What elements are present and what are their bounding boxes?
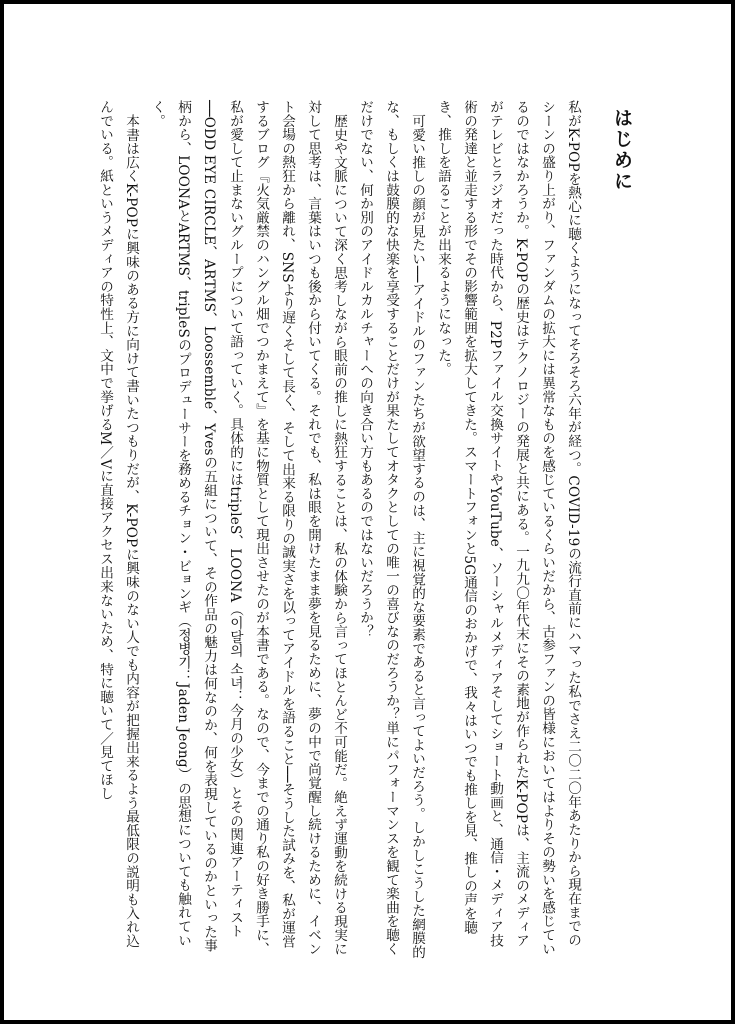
body-paragraph: 可愛い推しの顔が見たい──アイドルのファンたちが欲望するのは、主に視覚的な要素であると言ってよいだろう。しかしこうした網膜的な、もしくは鼓膜的な快楽を享受することだけが果たしてオタクとしての唯一の喜びなのだろうか？単にパフォーマンスを観て楽曲を聴くだけでない、何か別のアイドルカルチャーへの向き合い方もあるのではないだろうか？: [357, 100, 425, 959]
vertical-text-block: [92, 100, 631, 960]
chapter-title: はじめに: [611, 108, 633, 192]
document-page: [4, 4, 731, 1020]
body-paragraph: 私がK-POPを熱心に聴くようになってそろそろ六年が経つ。COVID-19の流行直前にハマった私でさえ二〇二〇年あたりから現在までのシーンの盛り上がり、ファンダムの拡大には異常なものを感じているくらいだから、古参ファンの皆様においてはよりその勢いを感じているのではなかろうか。K-POPの歴史はテクノロジーの発展と共にある。一九九〇年代末にその素地が作られたK-POPは、主流のメディアがテレビとラジオだった時代から、P2Pファイル交換サイトやYouTube、ソーシャルメディアそしてショート動画と、通信・メディア技術の発達と並走する形でその影響範囲を拡大してきた。スマートフォンと5G通信のおかげで、我々はいつでも推しを見、推しの声を聴き、推しを語ることが出来るようになった。: [435, 100, 581, 956]
body-paragraph: 本書は広くK-POPに興味のある方に向けて書いたつもりだが、K-POPに興味のない人でも内容が把握出来るよう最低限の説明も入れ込んでいる。紙というメディアの特性上、文中で挙げるM／Vに直接アクセス出来ないため、特に聴いて／見てほし: [97, 100, 139, 948]
body-paragraph: 歴史や文脈について深く思考しながら眼前の推しに熱狂することは、私の体験から言ってほとんど不可能だ。絶えず運動を続ける現実に対して思考は、言葉はいつも後から付いてくる。それでも、私は眼を開けたまま夢を見るために、夢の中で尚覚醒し続けるために、イベント会場の熱狂から離れ、SNSより遅くそして長く、そして出来る限りの誠実さを以ってアイドルを語ること──そうした試みを、私が運営するブログ『火気厳禁のハングル畑でつかまえて』を基に物質として現出させたのが本書である。なので、今までの通り私の好き勝手に、私が愛して止まないグループについて語っていく。具体的にはtripleS、LOONA（이달의 소녀：今月の少女）とその関連アーティスト──ODD EYE CIRCLE、ARTMS、Loossemble、Yvesの五組について、その作品の魅力は何なのか、何を表現しているのかといった事柄から、LOONAとARTMS、tripleSのプロデューサーを務めるチョン・ビョンギ（정병기：Jaden Jeong）の思想についても触れていく。: [149, 100, 347, 956]
